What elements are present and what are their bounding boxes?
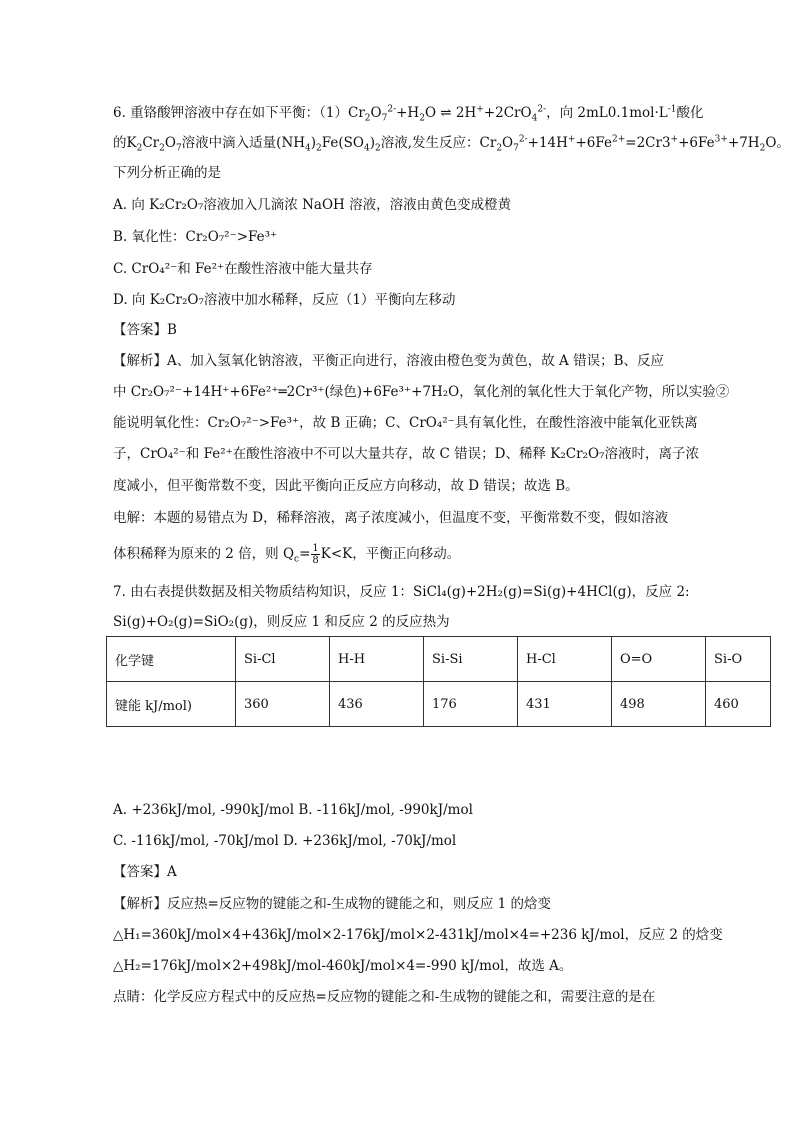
q7-tip-line-1: 点睛：化学反应方程式中的反应热=反应物的键能之和-生成物的键能之和，需要注意的是在 bbox=[113, 989, 656, 1005]
table-cell: 498 bbox=[612, 682, 706, 727]
q6-explanation-line-5: 度减小，但平衡常数不变，因此平衡向正反应方向移动，故 D 错误；故选 B。 bbox=[113, 478, 579, 494]
q6-explanation-line-3: 能说明氧化性：Cr₂O₇²⁻>Fe³⁺，故 B 正确；C、CrO₄²⁻具有氧化性，在酸性溶液中能氧化亚铁离 bbox=[113, 415, 698, 431]
table-cell: Si-Si bbox=[424, 637, 518, 682]
q6-option-d: D. 向 K₂Cr₂O₇溶液中加水稀释，反应（1）平衡向左移动 bbox=[113, 292, 456, 308]
bond-energy-table bbox=[106, 636, 771, 727]
q7-stem-line-1: 7. 由右表提供数据及相关物质结构知识，反应 1：SiCl₄(g)+2H₂(g)=Si(g)+4HCl(g)，反应 2: bbox=[113, 584, 690, 600]
q7-explanation-line-1: 【解析】反应热=反应物的键能之和-生成物的键能之和，则反应 1 的焓变 bbox=[113, 896, 552, 912]
q6-stem-line-1: 6. 重铬酸钾溶液中存在如下平衡：$(1)Cr_2O_7^{2-}+H_2O$ ⇌ 2H++2CrO$_4^{2-}$，向 $2mL0.1mol\cdot L^{-1}$酸化 bbox=[113, 104, 704, 124]
table-cell: 360 bbox=[236, 682, 330, 727]
table-cell: Si-O bbox=[706, 637, 771, 682]
q7-options-cd: C. -116kJ/mol, -70kJ/mol D. +236kJ/mol, -70kJ/mol bbox=[113, 833, 457, 849]
q6-option-a: A. 向 K₂Cr₂O₇溶液加入几滴浓 NaOH 溶液，溶液由黄色变成橙黄 bbox=[113, 197, 512, 213]
q6-stem-line-3: 下列分析正确的是 bbox=[113, 165, 221, 181]
table-cell: H-H bbox=[330, 637, 424, 682]
q6-tip-line-2: 体积稀释为原来的 2 倍，则 $Q_c=$ $\frac{1}{8}$ K<K，平衡正向移动。 bbox=[113, 543, 461, 566]
q6-answer: 【答案】B bbox=[113, 322, 177, 338]
table-cell: 化学键 bbox=[107, 637, 236, 682]
q7-stem-line-2: Si(g)+O₂(g)=SiO₂(g)，则反应 1 和反应 2 的反应热为 bbox=[113, 614, 450, 630]
q7-options-ab: A. +236kJ/mol, -990kJ/mol B. -116kJ/mol, -990kJ/mol bbox=[113, 802, 473, 818]
table-cell: Si-Cl bbox=[236, 637, 330, 682]
table-cell: H-Cl bbox=[518, 637, 612, 682]
q6-option-b: B. 氧化性：Cr₂O₇²⁻>Fe³⁺ bbox=[113, 229, 278, 245]
q6-tip-line-1: 电解：本题的易错点为 D，稀释溶液，离子浓度减小，但温度不变，平衡常数不变，假如溶液 bbox=[113, 510, 669, 526]
q7-explanation-line-3: △H₂=176kJ/mol×2+498kJ/mol-460kJ/mol×4=-990 kJ/mol，故选 A。 bbox=[113, 958, 573, 974]
q6-explanation-line-1: 【解析】A、加入氢氧化钠溶液，平衡正向进行，溶液由橙色变为黄色，故 A 错误；B、反应 bbox=[113, 353, 665, 369]
q6-option-c: C. CrO₄²⁻和 Fe²⁺在酸性溶液中能大量共存 bbox=[113, 261, 373, 277]
table-cell: 436 bbox=[330, 682, 424, 727]
table-cell: 431 bbox=[518, 682, 612, 727]
fraction: $\frac{1}{8}$ bbox=[312, 543, 319, 566]
table-cell: 460 bbox=[706, 682, 771, 727]
table-cell: O=O bbox=[612, 637, 706, 682]
q6-stem-line-2: 的$K_2Cr_2O_7$溶液中滴入适量$(NH_4)_2Fe(SO_4)_2$溶液,发生反应：$Cr_2O_7^{2-}+14H^++6Fe^{2+}=2Cr3^++6Fe^{3+}+7H_2O$。 bbox=[113, 134, 790, 154]
q7-answer: 【答案】A bbox=[113, 864, 177, 880]
q7-explanation-line-2: △H₁=360kJ/mol×4+436kJ/mol×2-176kJ/mol×2-431kJ/mol×4=+236 kJ/mol，反应 2 的焓变 bbox=[113, 927, 723, 943]
q6-explanation-line-2: 中 Cr₂O₇²⁻+14H⁺+6Fe²⁺═2Cr³⁺(绿色)+6Fe³⁺+7H₂O，氧化剂的氧化性大于氧化产物，所以实验② bbox=[113, 384, 730, 400]
table-row bbox=[107, 682, 771, 727]
table-cell: 176 bbox=[424, 682, 518, 727]
q6-explanation-line-4: 子，CrO₄²⁻和 Fe²⁺在酸性溶液中不可以大量共存，故 C 错误；D、稀释 K₂Cr₂O₇溶液时，离子浓 bbox=[113, 446, 699, 462]
table-cell: 键能 kJ/mol) bbox=[107, 682, 236, 727]
table-header-row bbox=[107, 637, 771, 682]
